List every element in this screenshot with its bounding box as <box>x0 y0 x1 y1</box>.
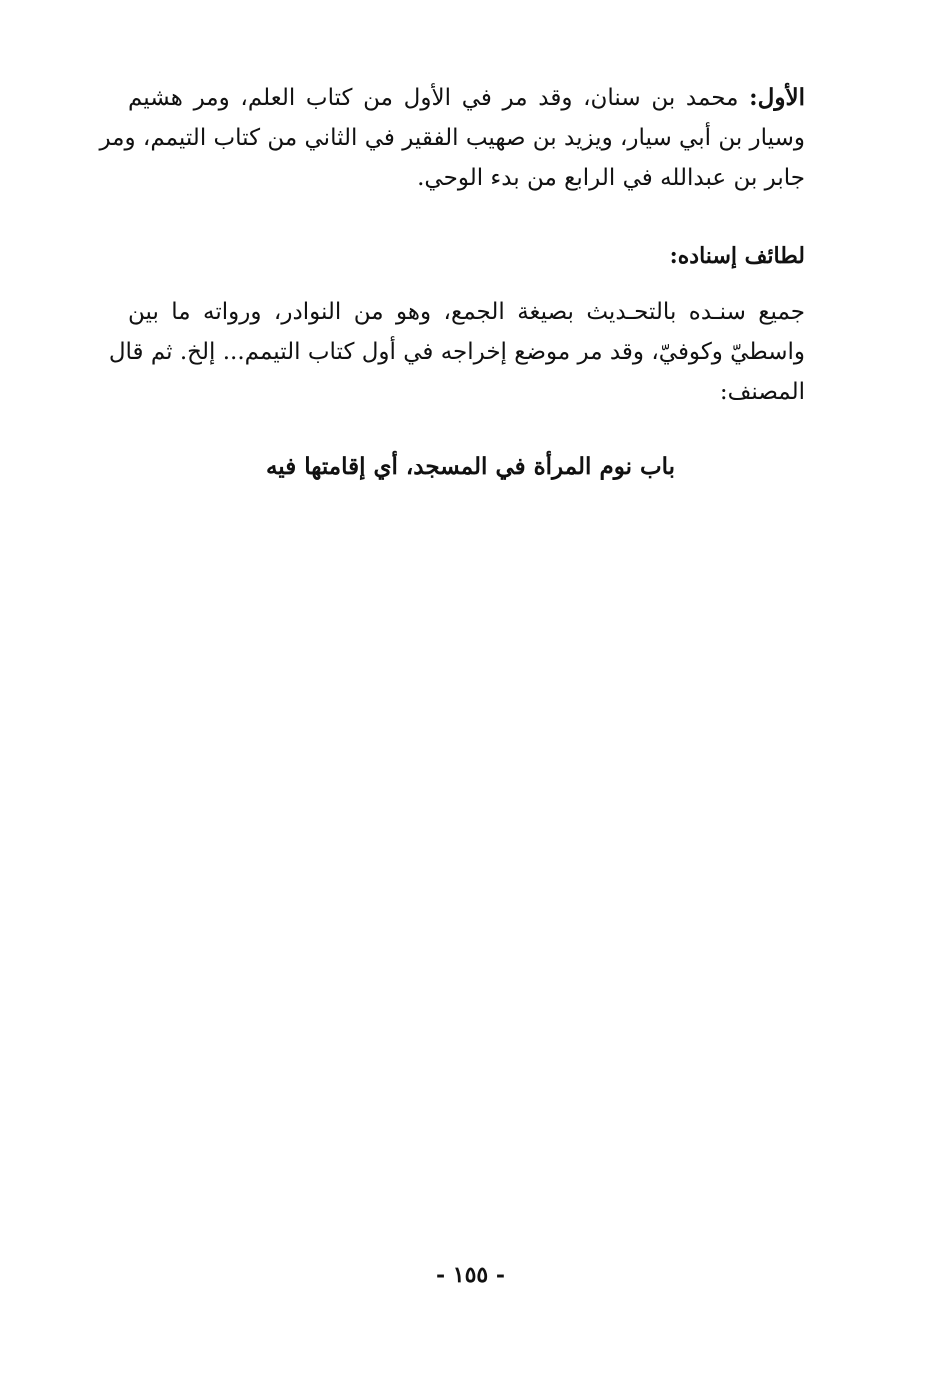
paragraph-line: جميع سنـده بالتحـديث بصيغة الجمع، وهو من النوادر، ورواته ما بين <box>128 299 805 325</box>
section-heading: لطائف إسناده: <box>669 243 805 269</box>
paragraph-isnad <box>108 292 805 412</box>
paragraph-line-text: محمد بن سنان، وقد مر في الأول من كتاب العلم، ومر هشيم <box>128 85 750 111</box>
paragraph-narrators <box>99 78 805 198</box>
paragraph-line: وسيار بن أبي سيار، ويزيد بن صهيب الفقير في الثاني من كتاب التيمم، ومر <box>99 125 805 151</box>
paragraph-line: واسطيّ وكوفيّ، وقد مر موضع إخراجه في أول كتاب التيمم... إلخ. ثم قال <box>108 339 805 365</box>
page-number: - ١٥٥ - <box>435 1262 506 1288</box>
paragraph-lead-word: الأول: <box>749 84 805 111</box>
chapter-title: باب نوم المرأة في المسجد، أي إقامتها فيه <box>265 453 676 480</box>
paragraph-line: جابر بن عبدالله في الرابع من بدء الوحي. <box>417 165 805 191</box>
paragraph-line <box>128 78 805 118</box>
paragraph-line: المصنف: <box>719 379 805 405</box>
